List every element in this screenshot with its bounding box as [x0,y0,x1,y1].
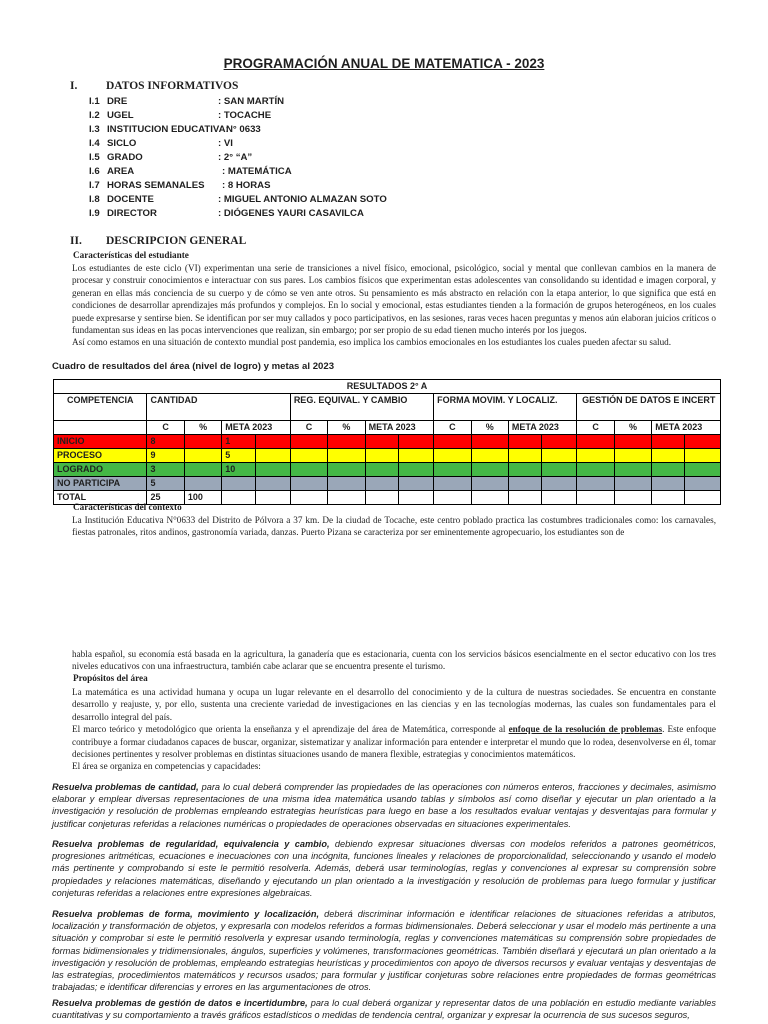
cell-meta [222,477,255,491]
info-num: I.2 [89,110,100,121]
competency-cantidad [52,781,716,830]
sub-header: C [290,421,327,435]
row-label: INICIO [54,435,147,449]
info-key: INSTITUCION EDUCATIVA: [107,124,229,135]
competency-title: Resuelva problemas de gestión de datos e incertidumbre, [52,998,308,1008]
info-key: DRE [107,96,128,107]
paragraph [72,723,716,760]
info-row [0,109,768,123]
section-2-number: II. [70,235,82,247]
info-num: I.3 [89,124,100,135]
info-value: : MIGUEL ANTONIO ALMAZAN SOTO [218,194,387,205]
group-header: FORMA MOVIM. Y LOCALIZ. [434,394,577,421]
table-row-logrado [54,463,721,477]
section-1-number: I. [70,80,78,92]
subheading-purposes: Propósitos del área [73,673,148,683]
paragraph: Los estudiantes de este ciclo (VI) experimentan una serie de transiciones a nivel físico, emocional, psicológico, social y mental que conllevan cambios en la manera de procesar y construir conocimientos e interactuar con sus pares. Los cambios físicos que experimentan estas adolescentes van consolidando su identidad e imagen corporal, y generan en ellas más conciencia de su cuerpo y de cómo se ven ante otros. Su pensamiento es más abstracto en relación con la etapa anterior, lo que significa que está en condiciones de desarrollar aprendizajes más profundos y complejos. En lo social y emocional, estas estudiantes tienden a la formación de grupos heterogéneos, en los cuales puede expresarse y sentirse bien. Se identifican por ser muy callados y poco participativos, en las sesiones, raras veces hacen preguntas y menos aún elaboran juicios críticos o fundamentan sus ideas en las pocas intervenciones que realizan, sin embargo; por ser propio de su edad tienen mucho interés por los juegos. [72,263,716,336]
emphasis-text: enfoque de la resolución de problemas [508,724,663,735]
table-header-row [54,380,721,394]
table-caption: Cuadro de resultados del área (nivel de logro) y metas al 2023 [52,361,335,372]
info-value: : VI [218,138,233,149]
purposes-text [72,686,716,773]
info-row [0,193,768,207]
context-paragraph-1: La Institución Educativa N°0633 del Distrito de Pólvora a 37 km. De la ciudad de Tocache, este centro poblado practica las costumbres tradicionales como: los carnavales, fiestas patronales, ritos andinos, gastronomía variada, danzas. Puerto Pizana se caracteriza por ser eminentemente agropecuario, los estudiantes son de [72,515,716,538]
row-label: NO PARTICIPA [54,477,147,491]
section-1-heading [70,80,238,92]
paragraph: Así como estamos en una situación de contexto mundial post pandemia, eso implica los cambios emocionales en los estudiantes los cuales pueden afectar su salud. [72,337,672,348]
info-value: N° 0633 [226,124,261,135]
sub-header: META 2023 [365,421,434,435]
cell-meta: 5 [222,449,255,463]
row-label: PROCESO [54,449,147,463]
competency-title: Resuelva problemas de forma, movimiento y localización, [52,909,320,919]
info-num: I.9 [89,208,100,219]
sub-header: META 2023 [222,421,291,435]
table-row-proceso [54,449,721,463]
competency-text: deberá discriminar información e identificar relaciones de situaciones referidas a atributos, localización y transformación de objetos, y expresarla con modelos referidos a formas bidimensionales. Deberá seleccionar y usar el modelo más pertinente a una situación y comprobar si este le permitió resolverla y expresar usando terminología, reglas y convenciones matemáticas su comprensión sobre propiedades de formas bidimensionales y tridimensionales, ángulos, superficies y volúmenes, transformaciones geométricas. También diseñará y ejecutará un plan orientado a la investigación y resolución de problemas, empleando estrategias heurísticas y procedimientos con apoyo de diversos recursos y evaluar ventajas y desventajas de las estrategias, procedimientos matemáticos y recursos usados; para formular y justificar conjeturas sobre relaciones entre propiedades de formas geométricas trabajadas; e identificar diferencias y errores en las argumentaciones de otros. [52,909,716,993]
sub-header: % [471,421,508,435]
info-num: I.1 [89,96,100,107]
cell-c: 25 [147,491,184,505]
info-row [0,165,768,179]
info-value: : 8 HORAS [222,180,271,191]
info-key: UGEL [107,110,134,121]
info-key: HORAS SEMANALES [107,180,205,191]
table-row-no-participa [54,477,721,491]
sub-header: % [614,421,651,435]
cell-c: 5 [147,477,184,491]
section-2-title: DESCRIPCION GENERAL [106,235,247,247]
info-row [0,179,768,193]
info-num: I.4 [89,138,100,149]
sub-header: C [147,421,184,435]
row-label: TOTAL [54,491,147,505]
student-description [72,262,716,349]
competency-gestion [52,997,716,1024]
info-num: I.6 [89,166,100,177]
sub-header: % [328,421,365,435]
empty-cell [54,421,147,435]
group-header: GESTIÓN DE DATOS E INCERT [577,394,721,421]
info-value: : MATEMÁTICA [222,166,292,177]
table-row-inicio [54,435,721,449]
info-value: : 2° “A” [218,152,253,163]
cell-pct: 100 [184,491,221,505]
section-1-title: DATOS INFORMATIVOS [106,80,239,92]
section-2-heading [70,235,246,247]
info-value: : SAN MARTÍN [218,96,285,107]
sub-header: C [577,421,614,435]
info-key: GRADO [107,152,143,163]
info-key: DIRECTOR [107,208,157,219]
sub-header: META 2023 [508,421,577,435]
cell-pct [184,477,221,491]
table-groups-row [54,394,721,421]
cell-pct [184,449,221,463]
competency-text: debiendo expresar situaciones diversas con modelos referidos a patrones geométricos, progresiones aritméticas, ecuaciones e inecuaciones con una incógnita, funciones lineales y relaciones de proporcionalidad, seleccionando y usando el modelo más pertinente y comprobando si este le permitió resolverla. Además, deberá usar terminologías, reglas y convenciones al expresar su comprensión sobre propiedades y relaciones matemáticas, diseñando y ejecutando un plan orientado a la investigación y resolución de problemas para luego formular y justificar conjeturas referidas a relaciones entre expresiones algebraicas. [52,839,717,898]
competency-title: Resuelva problemas de cantidad, [52,782,199,792]
competencia-header: COMPETENCIA [54,394,147,421]
info-num: I.7 [89,180,100,191]
sub-header: C [434,421,471,435]
info-row [0,137,768,151]
group-header: REG. EQUIVAL. Y CAMBIO [290,394,433,421]
competency-title: Resuelva problemas de regularidad, equivalencia y cambio, [52,839,330,849]
info-key: DOCENTE [107,194,154,205]
text-run: . Este enfoque contribuye a formar ciudadanos capaces de buscar, organizar, sistematizar y analizar información para entender e interpretar el mundo que lo rodea, desenvolverse en él, tomar decisiones pertinentes y resolver problemas en distintas situaciones usando de manera flexible, estrategias y conocimientos matemáticos. [72,724,716,760]
info-row [0,151,768,165]
info-num: I.5 [89,152,100,163]
page-title: PROGRAMACIÓN ANUAL DE MATEMATICA - 2023 [223,56,545,71]
context-paragraph-2: habla español, su economía está basada en la agricultura, la ganadería que es estacionaria, cuenta con los servicios básicos esencialmente en el sector educativo con los tres niveles educativos con una infraestructura, también cabe aclarar que se encuentra presente el turismo. [72,649,716,672]
cell-c: 3 [147,463,184,477]
group-header: CANTIDAD [147,394,290,421]
cell-meta: 1 [222,435,255,449]
competency-text: para lo cual deberá comprender las propiedades de las operaciones con números enteros, fracciones y decimales, asimismo elaborar y emplear diversas representaciones de una misma idea matemática usando tablas y símbolos así como diseñar y ejecutar un plan orientado a la investigación y resolución de problemas empleando estrategias heurísticas para luego en base a los resultados evaluar ventajas y desventajas para formular y justificar conjeturas referidas a relaciones numéricas o propiedades de operaciones observadas en situaciones experimentales. [52,782,716,829]
sub-header: % [184,421,221,435]
results-table [53,379,721,505]
info-list [0,95,768,221]
info-row [0,123,768,137]
competency-forma [52,908,716,993]
info-key: AREA [107,166,135,177]
info-key: SICLO [107,138,137,149]
text-run: El marco teórico y metodológico que orienta la enseñanza y el aprendizaje del área de Matemática, corresponde al [72,724,509,735]
cell-pct [184,435,221,449]
info-value: : DIÓGENES YAURI CASAVILCA [218,208,364,219]
cell-meta: 10 [222,463,255,477]
competency-regularidad [52,838,716,899]
paragraph: El área se organiza en competencias y capacidades: [72,761,261,772]
table-header: RESULTADOS 2° A [54,380,721,394]
table-subheader-row [54,421,721,435]
cell-pct [184,463,221,477]
info-num: I.8 [89,194,100,205]
row-label: LOGRADO [54,463,147,477]
subheading-context: Características del contexto [73,502,182,512]
cell-c: 9 [147,449,184,463]
info-row [0,207,768,221]
sub-header: META 2023 [652,421,721,435]
paragraph: La matemática es una actividad humana y ocupa un lugar relevante en el desarrollo del conocimiento y de la cultura de nuestras sociedades. Se encuentra en constante desarrollo y reajuste, y, por ello, sustenta una creciente variedad de investigaciones en las ciencias y en las tecnologías modernas, las cuales son fundamentales para el desarrollo integral del país. [72,687,716,722]
subheading-student: Características del estudiante [73,250,189,260]
competency-text: para lo cual deberá organizar y representar datos de una población en estudio mediante variables cuantitativas y su comportamiento a través gráficos estadísticos o medidas de tendencia central, organizar y expresar la ocurrencia de sus sucesos seguros, [52,998,716,1021]
cell-meta [222,491,255,505]
info-row [0,95,768,109]
cell-c: 8 [147,435,184,449]
info-value: : TOCACHE [218,110,272,121]
